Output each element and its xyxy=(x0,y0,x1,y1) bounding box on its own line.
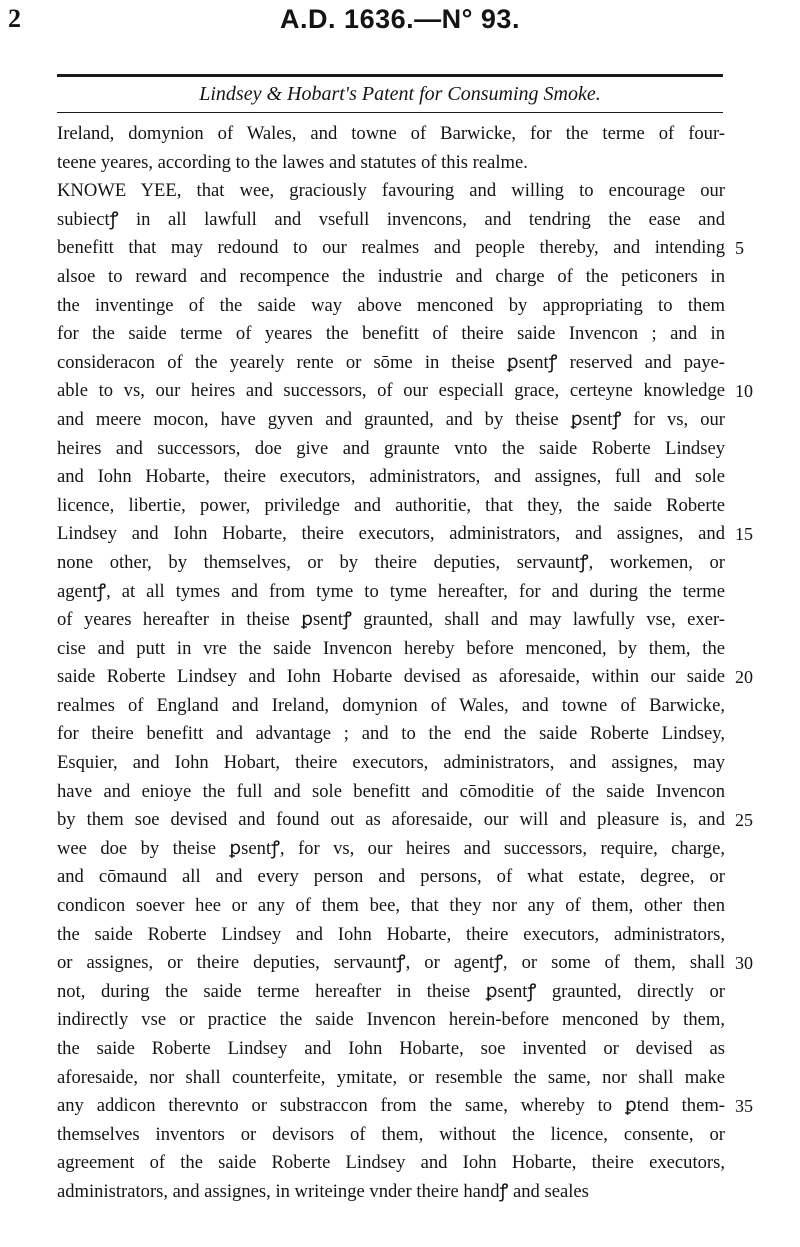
text-line xyxy=(57,778,725,807)
line-text: themselves inventors or devisors of them, without the licence, consente, or xyxy=(57,1123,725,1145)
line-text: or assignes, or theire deputies, servauntꝭ, or agentꝭ, or some of them, shall xyxy=(57,952,725,974)
text-line xyxy=(57,949,753,978)
text-line xyxy=(57,549,725,578)
text-line xyxy=(57,406,725,435)
header-rule-thin xyxy=(57,112,723,113)
line-text: wee doe by theise ꝑsentꝭ, for vs, our heires and successors, require, charge, xyxy=(57,837,725,859)
document-subtitle: Lindsey & Hobart's Patent for Consuming Smoke. xyxy=(199,83,601,105)
line-text: have and enioye the full and sole benefitt and cōmoditie of the saide Invencon xyxy=(57,780,725,802)
text-line xyxy=(57,692,725,721)
line-text: agreement of the saide Roberte Lindsey and Iohn Hobarte, theire executors, xyxy=(57,1152,725,1174)
line-text: teene yeares, according to the lawes and statutes of this realme. xyxy=(57,151,528,173)
text-line xyxy=(57,1006,725,1035)
text-line xyxy=(57,1121,725,1150)
text-line xyxy=(57,1149,725,1178)
line-text: the saide Roberte Lindsey and Iohn Hobarte, theire executors, administrators, xyxy=(57,923,725,945)
text-line xyxy=(57,1178,725,1207)
line-text: saide Roberte Lindsey and Iohn Hobarte devised as aforesaide, within our saide xyxy=(57,666,725,688)
line-text: alsoe to reward and recompence the industrie and charge of the peticoners in xyxy=(57,265,725,287)
running-head: A.D. 1636.—N° 93. xyxy=(280,4,520,34)
text-line xyxy=(57,892,725,921)
line-text: agentꝭ, at all tymes and from tyme to tyme hereafter, for and during the terme xyxy=(57,580,725,602)
text-line xyxy=(57,635,725,664)
text-line xyxy=(57,1035,725,1064)
line-text: the saide Roberte Lindsey and Iohn Hobarte, soe invented or devised as xyxy=(57,1038,725,1059)
line-text: for the saide terme of yeares the benefitt of theire saide Invencon ; and in xyxy=(57,323,725,345)
line-text: indirectly vse or practice the saide Invencon herein-before menconed by them, xyxy=(57,1009,725,1031)
text-line xyxy=(57,663,753,692)
text-line xyxy=(57,349,725,378)
line-text: for theire benefitt and advantage ; and to the end the saide Roberte Lindsey, xyxy=(57,723,725,745)
body-text xyxy=(57,120,753,1207)
text-line xyxy=(57,320,725,349)
line-text: none other, by themselves, or by theire deputies, servauntꝭ, workemen, or xyxy=(57,551,725,573)
line-text: of yeares hereafter in theise ꝑsentꝭ graunted, shall and may lawfully vse, exer- xyxy=(57,609,725,631)
line-text: subiectꝭ in all lawfull and vsefull invencons, and tendring the ease and xyxy=(57,208,725,230)
text-line xyxy=(57,377,753,406)
text-line xyxy=(57,720,725,749)
header-rule-thick xyxy=(57,74,723,77)
line-text: heires and successors, doe give and graunte vnto the saide Roberte Lindsey xyxy=(57,437,725,459)
line-text: consideracon of the yearely rente or sōme in theise ꝑsentꝭ reserved and paye- xyxy=(57,351,725,373)
line-number: 35 xyxy=(735,1096,753,1117)
text-line xyxy=(57,263,725,292)
text-line xyxy=(57,492,725,521)
line-number: 10 xyxy=(735,381,753,402)
line-text: Ireland, domynion of Wales, and towne of Barwicke, for the terme of four- xyxy=(57,123,725,144)
text-line xyxy=(57,749,725,778)
line-number: 30 xyxy=(735,953,753,974)
line-number: 15 xyxy=(735,524,753,545)
line-text: Esquier, and Iohn Hobart, theire executors, administrators, and assignes, may xyxy=(57,752,725,774)
line-text: and meere mocon, have gyven and graunted, and by theise ꝑsentꝭ for vs, our xyxy=(57,408,725,430)
line-number: 25 xyxy=(735,810,753,831)
line-text: the inventinge of the saide way above menconed by appropriating to them xyxy=(57,294,725,316)
text-line xyxy=(57,806,753,835)
text-line xyxy=(57,863,725,892)
text-line xyxy=(57,292,725,321)
line-text: able to vs, our heires and successors, of our especiall grace, certeyne knowledge xyxy=(57,380,725,402)
text-line xyxy=(57,835,725,864)
line-text: KNOWE YEE, that wee, graciously favouring and willing to encourage our xyxy=(57,180,725,202)
line-text: any addicon therevnto or substraccon from the same, whereby to ꝑtend them- xyxy=(57,1095,725,1117)
text-line xyxy=(57,1092,753,1121)
text-line xyxy=(57,149,725,178)
line-text: realmes of England and Ireland, domynion of Wales, and towne of Barwicke, xyxy=(57,694,725,716)
text-line xyxy=(57,234,744,263)
line-text: and Iohn Hobarte, theire executors, administrators, and assignes, full and sole xyxy=(57,466,725,488)
line-text: licence, libertie, power, priviledge and authoritie, that they, the saide Roberte xyxy=(57,494,725,516)
text-line xyxy=(57,578,725,607)
line-text: administrators, and assignes, in writeinge vnder theire handꝭ and seales xyxy=(57,1180,589,1202)
line-text: and cōmaund all and every person and persons, of what estate, degree, or xyxy=(57,866,725,888)
text-line xyxy=(57,921,725,950)
line-text: aforesaide, nor shall counterfeite, ymitate, or resemble the same, nor shall make xyxy=(57,1066,725,1088)
text-line xyxy=(57,177,725,206)
text-line xyxy=(57,435,725,464)
text-line xyxy=(57,978,725,1007)
text-line xyxy=(57,1064,725,1093)
text-line xyxy=(57,606,725,635)
line-text: condicon soever hee or any of them bee, that they nor any of them, other then xyxy=(57,895,725,917)
text-line xyxy=(57,206,725,235)
line-text: cise and putt in vre the saide Invencon hereby before menconed, by them, the xyxy=(57,637,725,659)
page-number: 2 xyxy=(8,4,21,33)
line-text: benefitt that may redound to our realmes and people thereby, and intending xyxy=(57,237,725,259)
text-line xyxy=(57,520,753,549)
line-number: 20 xyxy=(735,667,753,688)
line-text: Lindsey and Iohn Hobarte, theire executors, administrators, and assignes, and xyxy=(57,523,725,545)
line-text: not, during the saide terme hereafter in theise ꝑsentꝭ graunted, directly or xyxy=(57,980,725,1002)
line-text: by them soe devised and found out as aforesaide, our will and pleasure is, and xyxy=(57,809,725,831)
text-line xyxy=(57,120,725,149)
line-number: 5 xyxy=(735,238,744,259)
text-line xyxy=(57,463,725,492)
